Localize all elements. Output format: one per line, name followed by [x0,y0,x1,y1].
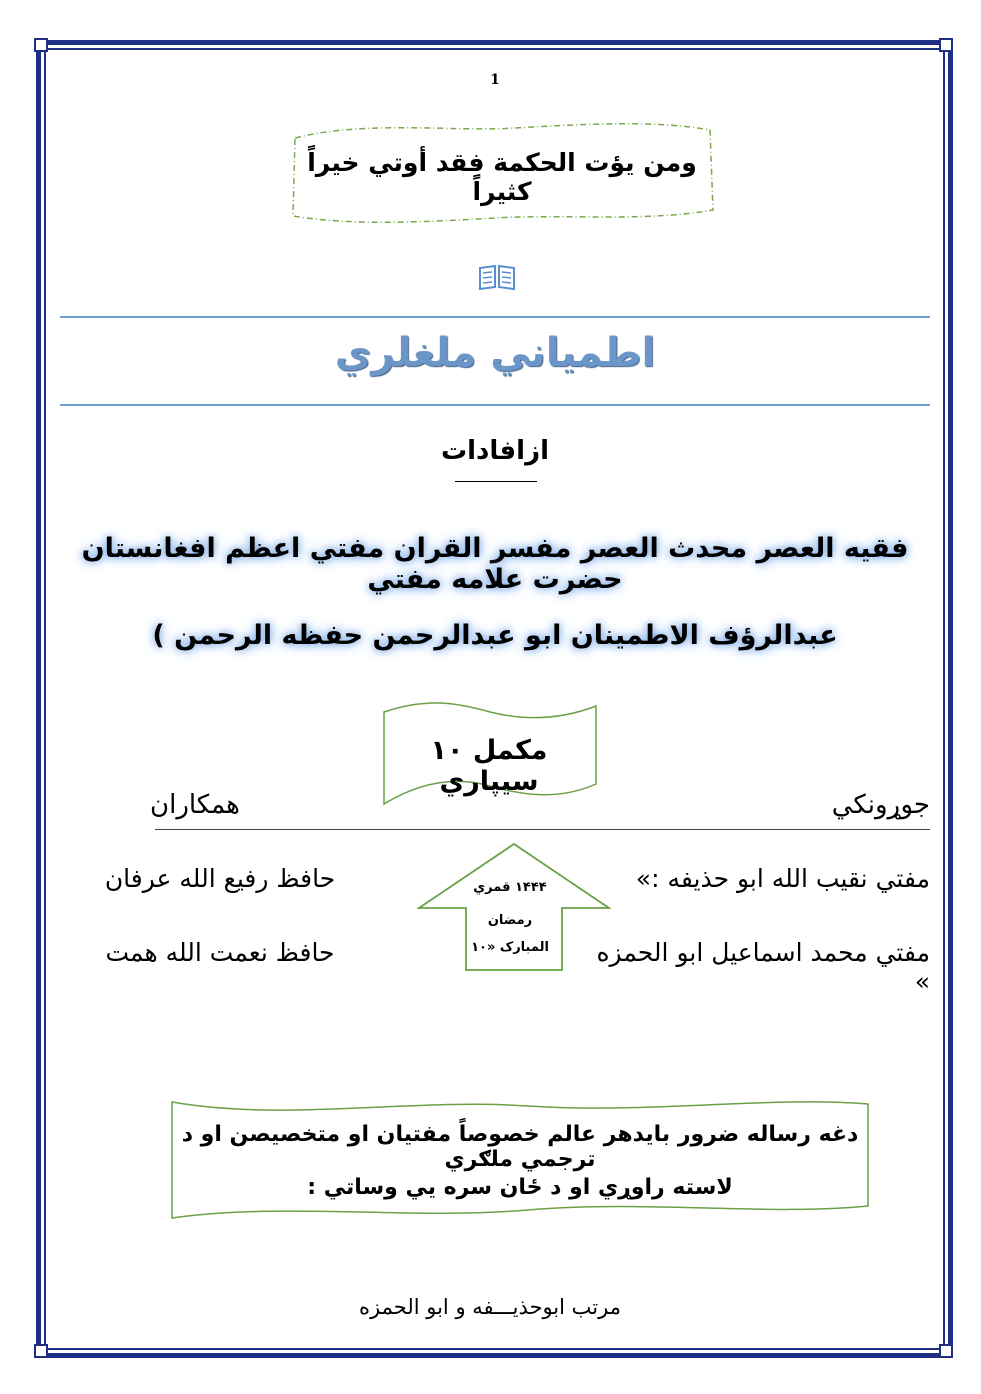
date-day: المبارک «١٠ [471,940,549,955]
border-corner [34,38,48,52]
motto-text: ومن يؤت الحكمة فقد أوتي خيراً كثيراً [307,148,697,206]
date-month: رمضان [487,913,533,928]
border-corner [939,1344,953,1358]
section-divider [155,829,930,830]
book-icon [478,263,516,291]
border-corner [939,38,953,52]
colleague-name-1: حافظ رفيع الله عرفان [104,864,336,893]
page-number: 1 [490,72,500,88]
title-rule-top [60,316,930,318]
compilers-label: جوړونكي [831,790,930,820]
page-title: اطمياني ملغلري [334,330,656,376]
footer-compilers: مرتب ابوحذيـــفه و ابو الحمزه [359,1295,621,1319]
banner-text: مكمل ١٠ سيپاري [430,735,548,797]
subheading: ازافادات [441,436,549,466]
colleague-name-2: حافظ نعمت الله همت [105,938,335,967]
border-corner [34,1344,48,1358]
colleagues-label: همكاران [150,790,240,820]
title-rule-bottom [60,404,930,406]
note-line-2: لاسته راوړي او د ځان سره يي وساتي : [307,1175,733,1200]
date-year: ١۴۴۴ قمري [473,880,547,895]
compiler-name-2: مفتي محمد اسماعيل ابو الحمزه » [596,938,930,996]
note-line-1: دغه رساله ضرور بايدهر عالم خصوصاً مفتيان او متخصيصن او د ترجمي ملګري [181,1122,859,1172]
compiler-name-1: مفتي نقيب الله ابو حذيفه :» [635,864,930,893]
subheading-underline [455,481,537,482]
author-line-2: عبدالرؤف الاطمينان ابو عبدالرحمن حفظه الرحمن ) [152,620,838,651]
author-line-1: فقيه العصر محدث العصر مفسر القران مفتي اعظم افغانستان حضرت علامه مفتي [81,533,909,595]
